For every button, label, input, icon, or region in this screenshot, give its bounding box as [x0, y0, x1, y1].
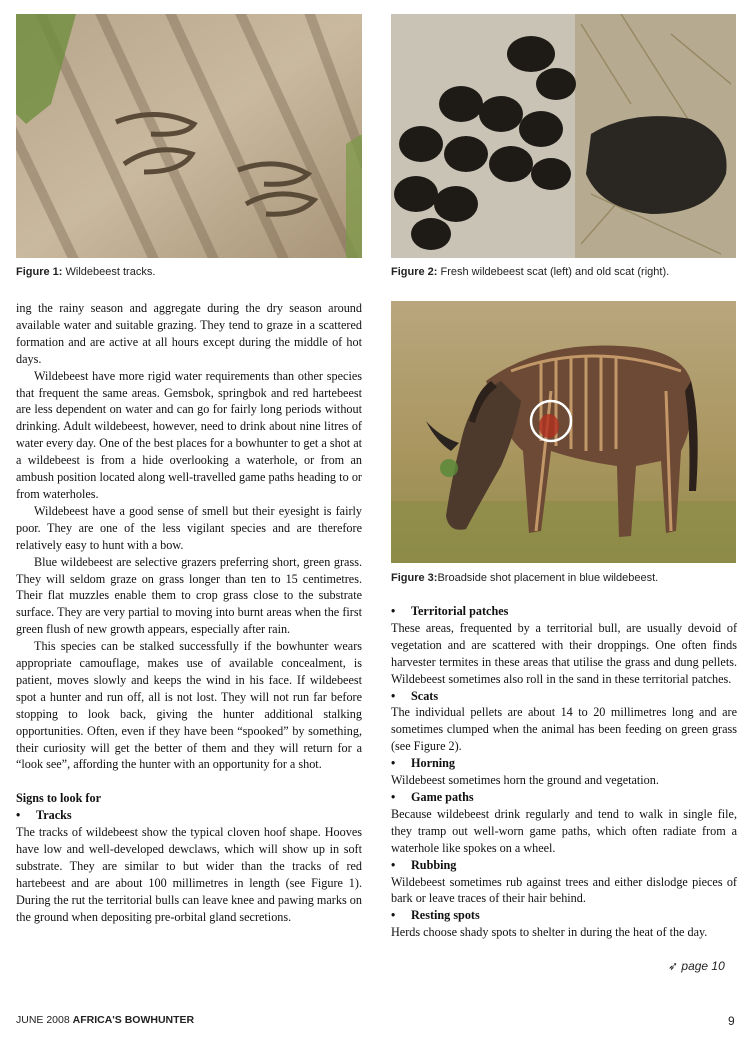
bullet-icon: •	[391, 857, 396, 872]
bullet-title: Tracks	[36, 808, 72, 823]
continued-on-link[interactable]	[668, 959, 725, 973]
bullet-resting-spots	[391, 907, 737, 924]
figure-3-image	[391, 301, 736, 563]
archer-icon: ➶	[668, 959, 679, 973]
continued-label: page 10	[681, 959, 725, 973]
figure-3-caption	[391, 572, 658, 584]
paragraph: Herds choose shady spots to shelter in during the heat of the day.	[391, 925, 708, 940]
figure-1-label: Figure 1:	[16, 266, 63, 278]
page-number: 9	[728, 1014, 735, 1028]
bullet-icon: •	[391, 604, 396, 618]
bullet-title: Game paths	[411, 789, 474, 804]
paragraph: These areas, frequented by a territorial bull, are usually devoid of vegetation and are scattered with their droppings. One often finds harvester termites in these areas that utilise the grass and dung pellets. Wildebeest sometimes also roll in the sand in these territorial patches.	[391, 620, 737, 686]
bullet-title: Resting spots	[411, 908, 480, 923]
signs-heading: Signs to look for	[16, 791, 101, 806]
figure-3-label: Figure 3:	[391, 572, 438, 584]
figure-1-image	[16, 14, 362, 258]
bullet-territorial-patches	[391, 603, 737, 620]
figure-1-caption	[16, 266, 155, 278]
paragraph: Wildebeest have a good sense of smell but their eyesight is fairly poor. They are one of the less vigilant species and are therefore relatively easy to hunt with a bow.	[16, 503, 362, 552]
paragraph: ing the rainy season and aggregate during the dry season around available water and suitable grazing. They tend to graze in a scattered formation and are active at all hours except during the middle of hot days.	[16, 301, 362, 366]
bullet-title: Rubbing	[411, 857, 457, 872]
figure-2-image	[391, 14, 736, 258]
bullet-icon: •	[391, 908, 396, 923]
bullet-title: Territorial patches	[411, 604, 509, 618]
right-column	[391, 603, 737, 941]
bullet-icon: •	[391, 756, 396, 771]
bullet-game-paths	[391, 789, 737, 806]
bullet-icon: •	[16, 808, 21, 823]
paragraph: Wildebeest sometimes horn the ground and vegetation.	[391, 773, 659, 788]
footer-magazine: AFRICA'S BOWHUNTER	[72, 1014, 195, 1026]
bullet-title: Horning	[411, 756, 456, 771]
paragraph: Because wildebeest drink regularly and tend to walk in single file, they tramp out well-worn game paths, which often radiate from a waterhole like spokes on a wheel.	[391, 806, 737, 855]
paragraph: Wildebeest sometimes rub against trees and either dislodge pieces of bark or leave traces of their hair behind.	[391, 874, 737, 906]
paragraph: The tracks of wildebeest show the typical cloven hoof shape. Hooves have low and well-developed dewclaws, which will show up in soft substrate. They are similar to but wider than the tracks of red hartebeest and are about 100 millimetres in length (see Figure 1). During the rut the territorial bulls can leave knee and pawing marks on the ground when depositing pre-orbital gland secretions.	[16, 825, 362, 924]
figure-2-label: Figure 2:	[391, 266, 438, 278]
footer-issue	[16, 1014, 194, 1026]
left-column	[16, 300, 362, 926]
figure-2-caption	[391, 266, 669, 278]
bullet-title: Scats	[411, 688, 439, 703]
figure-1-caption-text: Wildebeest tracks.	[62, 266, 156, 278]
bullet-scats	[391, 688, 737, 705]
figure-2-caption-text: Fresh wildebeest scat (left) and old scat (right).	[437, 266, 670, 278]
bullet-tracks	[16, 807, 362, 824]
footer-date: JUNE 2008	[16, 1014, 70, 1026]
paragraph: This species can be stalked successfully if the bowhunter wears appropriate camouflage, makes use of available concealment, is patient, moves slowly and keeps the wind in his face. If wildebeest spot a hunter and run off, all is not lost. They will not run far before stopping to look back, giving the hunter additional stalking opportunities. Often, even if they have been “spooked” by something, their curiosity will get the better of them and they will return for a “look see”, affording the hunter with an opportunity for a shot.	[16, 639, 362, 772]
paragraph: Blue wildebeest are selective grazers preferring short, green grass. They will seldom graze on grass longer than ten to 15 centimetres. Their flat muzzles enable them to crop grass close to the substrate surface. They are very partial to moving into burnt areas when the first green flush of new growth appears, especially after rain.	[16, 554, 362, 637]
bullet-horning	[391, 755, 737, 772]
bullet-icon: •	[391, 789, 396, 804]
bullet-rubbing	[391, 857, 737, 874]
bullet-icon: •	[391, 688, 396, 703]
paragraph: Wildebeest have more rigid water requirements than other species that frequent the same areas. Gemsbok, springbok and red hartebeest are less dependent on water and can go for fairly long periods without drinking. Adult wildebeest, however, need to drink about nine litres of water every day. One of the best places for a bowhunter to get a shot at a wildebeest is from a hide overlooking a waterhole, or from an ambush position located along well-travelled game paths heading to or from waterholes.	[16, 368, 362, 501]
paragraph: The individual pellets are about 14 to 20 millimetres long and are sometimes clumped when the animal has been feeding on green grass (see Figure 2).	[391, 705, 737, 754]
figure-3-caption-text: Broadside shot placement in blue wildebeest.	[437, 572, 659, 584]
